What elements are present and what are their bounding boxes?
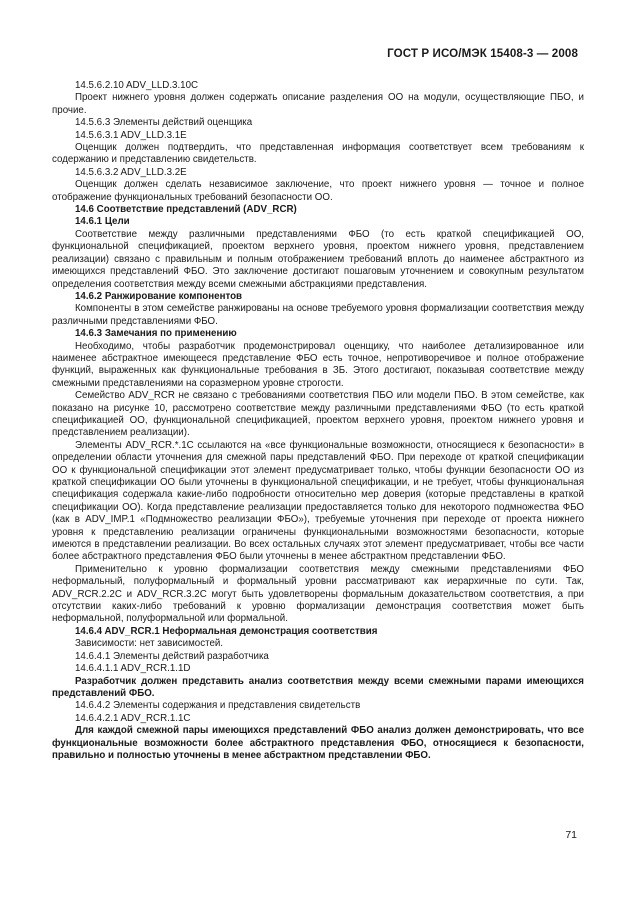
bold-paragraph: 14.6.3 Замечания по применению bbox=[75, 328, 237, 340]
bold-paragraph: 14.6.2 Ранжирование компонентов bbox=[75, 290, 243, 302]
paragraph: 14.6.4.1 Элементы действий разработчика bbox=[75, 650, 269, 662]
bold-paragraph: 14.6.4 ADV_RCR.1 Неформальная демонстрация соответствия bbox=[75, 625, 378, 637]
paragraph: Проект нижнего уровня должен содержать описание разделения ОО на модули, осуществляющие ПБО, и прочие. bbox=[52, 92, 584, 116]
page-number: 71 bbox=[565, 829, 577, 841]
paragraph: 14.5.6.2.10 ADV_LLD.3.10C bbox=[75, 80, 199, 91]
paragraph: 14.5.6.3.1 ADV_LLD.3.1E bbox=[75, 129, 187, 141]
paragraph: 14.6.4.1.1 ADV_RCR.1.1D bbox=[75, 663, 191, 675]
paragraph: Семейство ADV_RCR не связано с требованиями соответствия ПБО или модели ПБО. В этом семействе, как показано на рисунке 10, рассмотрено соответствие между различными представлениями ФБО (то есть краткой спецификацией ОО, функциональной спецификацией, проектом верхнего уровня, проектом нижнего уровня и представлением реализации). bbox=[52, 390, 584, 439]
paragraph: Зависимости: нет зависимостей. bbox=[75, 638, 224, 650]
paragraph: Оценщик должен сделать независимое заключение, что проект нижнего уровня — точное и полное отображение функциональных требований безопасности ОО. bbox=[52, 179, 584, 203]
bold-paragraph: 14.6.1 Цели bbox=[75, 216, 130, 228]
paragraph: 14.6.4.2 Элементы содержания и представления свидетельств bbox=[75, 700, 361, 712]
paragraph: Элементы ADV_RCR.*.1C ссылаются на «все функциональные возможности, относящиеся к безопасности» в определении области уточнения для смежной пары представлений ФБО. При переходе от краткой спецификации ОО к функциональной спецификации этот элемент предусматривает только, чтобы функции безопасности ОО из краткой спецификации ОО были уточнены в функциональной спецификации, и не требует, чтобы функциональная спецификация содержала какие-либо подробности относительно мер доверия (которые представлены в краткой спецификации ОО). Когда представление реализации предоставляется только для некоторого подмножества ФБО (как в ADV_IMP.1 «Подмножество реализации ФБО»), требуемые уточнения при переходе от проекта нижнего уровня к представлению реализации ограничены функциональными возможностями безопасности, которые имеются в представлении реализации. Во всех остальных случаях этот элемент предусматривает, чтобы все части более абстрактного представления ФБО были уточнены в менее абстрактном представлении ФБО. bbox=[52, 439, 584, 563]
paragraph: Применительно к уровню формализации соответствия между смежными представлениями ФБО неформальный, полуформальный и формальный уровни рассматривают как иерархичные по сути. Так, ADV_RCR.2.2C и ADV_RCR.3.2C могут быть удовлетворены формальным доказательством соответствия, а при отсутствии каких-либо требований к уровню формализации демонстрация соответствия может быть неформальной, полуформальной или формальной. bbox=[52, 563, 584, 625]
bold-paragraph: Разработчик должен представить анализ соответствия между всеми смежными парами имеющихся представлений ФБО. bbox=[52, 675, 584, 699]
paragraph: Необходимо, чтобы разработчик продемонстрировал оценщику, что наиболее детализированное или наименее абстрактное имеющееся представление ФБО есть точное, непротиворечивое и полное отображение функций, выраженных как функциональные требования в ЗБ. Этого достигают, показывая соответствие между смежными представлениями на соразмерном уровне строгости. bbox=[52, 340, 584, 389]
paragraph: 14.5.6.3 Элементы действий оценщика bbox=[75, 117, 253, 129]
paragraph: 14.5.6.3.2 ADV_LLD.3.2E bbox=[75, 166, 187, 178]
page-header: ГОСТ Р ИСО/МЭК 15408-3 — 2008 bbox=[387, 47, 578, 60]
bold-paragraph: Для каждой смежной пары имеющихся представлений ФБО анализ должен демонстрировать, что все функциональные возможности более абстрактного представления ФБО, относящиеся к безопасности, правильно и полностью уточнены в менее абстрактном представлении ФБО. bbox=[52, 725, 584, 761]
paragraph: Оценщик должен подтвердить, что представленная информация соответствует всем требованиям к содержанию и представлению свидетельств. bbox=[52, 142, 584, 166]
bold-paragraph: 14.6 Соответствие представлений (ADV_RCR) bbox=[75, 204, 297, 216]
paragraph: Соответствие между различными представлениями ФБО (то есть краткой спецификацией ОО, функциональной спецификацией, проектом верхнего уровня, проектом нижнего уровня, представлением реализации) связано с правильным и полным отображением требований вплоть до наименее абстрактного из имеющихся представлений ФБО. Это заключение достигают пошаговым уточнением и совокупным результатом определения соответствия между всеми смежными абстракциями представления. bbox=[52, 228, 584, 290]
document-body bbox=[52, 80, 584, 762]
paragraph: Компоненты в этом семействе ранжированы на основе требуемого уровня формализации соответствия между различными представлениями ФБО. bbox=[52, 303, 584, 327]
paragraph: 14.6.4.2.1 ADV_RCR.1.1C bbox=[75, 712, 191, 724]
